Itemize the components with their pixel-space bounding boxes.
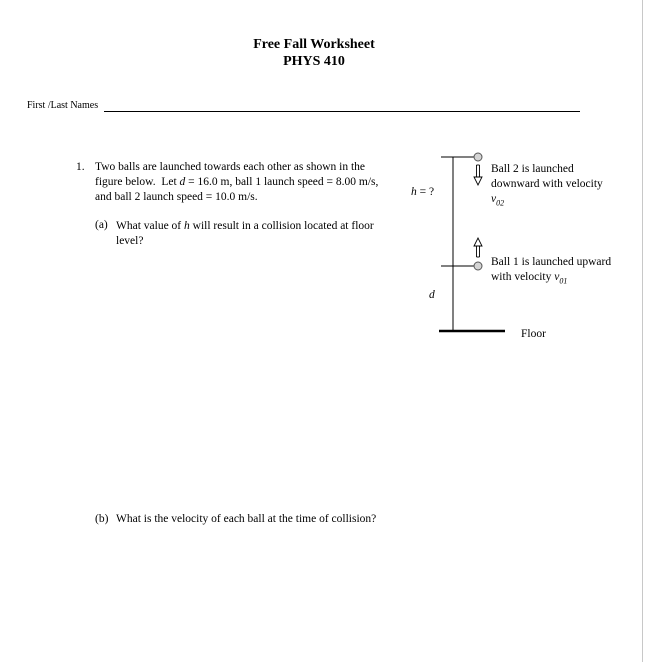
question-number: 1. (76, 161, 85, 173)
floor-label: Floor (521, 328, 546, 340)
height-label: h = ? (411, 186, 435, 198)
ball-2 (474, 153, 482, 161)
part-a-text: What value of h will result in a collision located at floor level? (116, 220, 374, 247)
ball-1 (474, 262, 482, 270)
part-a-label: (a) (95, 219, 108, 231)
part-b-text: What is the velocity of each ball at the time of collision? (116, 513, 377, 525)
upward-arrow-icon (474, 238, 482, 257)
part-b-label: (b) (95, 513, 109, 525)
question-text: Two balls are launched towards each other as shown in the figure below. Let d = 16.0 m, ball 1 launch speed = 8.00 m/s, and ball 2 launch speed = 10.0 m/s. (95, 161, 379, 203)
names-label: First /Last Names (27, 100, 99, 111)
ball-1-label: Ball 1 is launched upward with velocity $v_{01}$ (491, 256, 612, 286)
worksheet-title: Free Fall Worksheet (253, 37, 375, 52)
distance-label: d (429, 289, 435, 301)
ball-2-label: Ball 2 is launched downward with velocity $v_{02}$ (491, 163, 603, 208)
course-code: PHYS 410 (283, 54, 345, 69)
downward-arrow-icon (474, 165, 482, 185)
